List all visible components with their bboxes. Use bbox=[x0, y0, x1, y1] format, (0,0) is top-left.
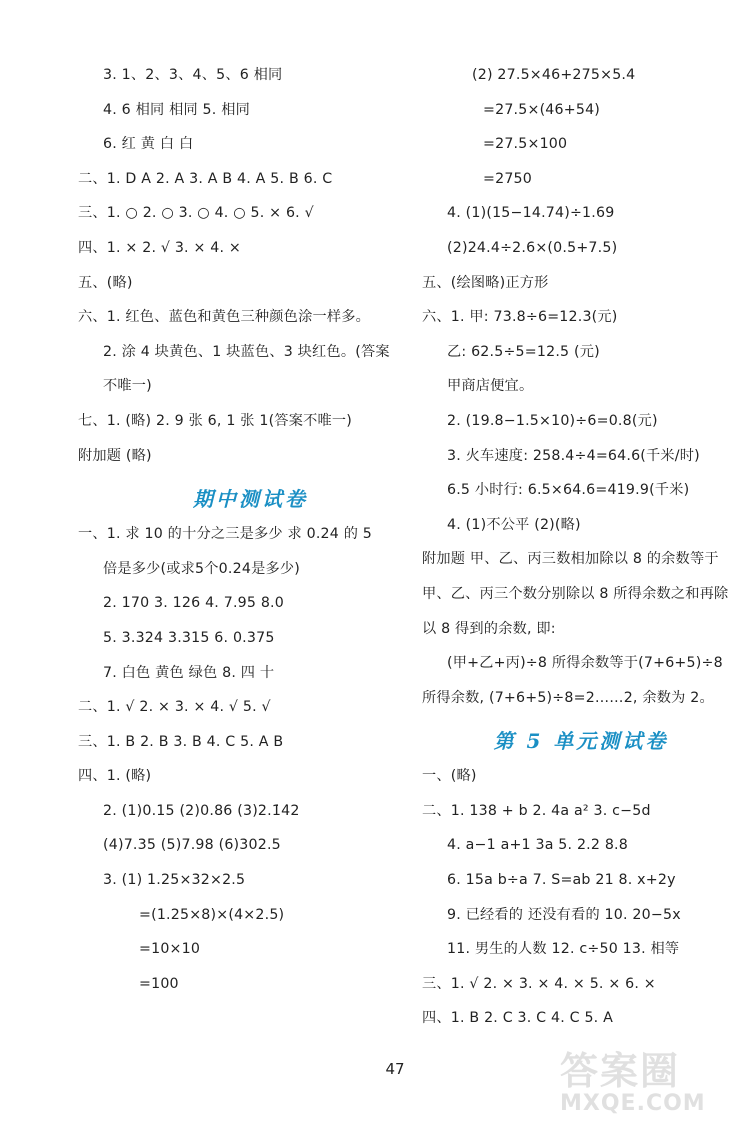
answer-line: 一、1. 求 10 的十分之三是多少 求 0.24 的 5 bbox=[78, 526, 373, 543]
answer-line: 9. 已经看的 还没有看的 10. 20−5x bbox=[447, 906, 681, 923]
answer-line: 六、1. 甲: 73.8÷6=12.3(元) bbox=[422, 309, 618, 326]
answer-line: =(1.25×8)×(4×2.5) bbox=[139, 906, 285, 923]
answer-line: 11. 男生的人数 12. c÷50 13. 相等 bbox=[447, 941, 680, 958]
answer-line: =100 bbox=[139, 975, 179, 992]
answer-line: =27.5×(46+54) bbox=[483, 101, 601, 118]
answer-line: =10×10 bbox=[139, 941, 201, 958]
answer-line: 五、(略) bbox=[78, 274, 133, 291]
right-column bbox=[422, 62, 740, 1040]
answer-line: =27.5×100 bbox=[483, 136, 568, 153]
answer-line: 2. (1)0.15 (2)0.86 (3)2.1̇4̇2 bbox=[103, 802, 300, 819]
answer-line: 5. 3.324 3.315 6. 0.375 bbox=[103, 629, 275, 646]
answer-line: 二、1. √ 2. × 3. × 4. √ 5. √ bbox=[78, 699, 271, 716]
answer-line: 4. (1)(15−14.74)÷1.69 bbox=[447, 205, 615, 222]
answer-line: 五、(绘图略)正方形 bbox=[422, 274, 549, 291]
answer-line: (2) 27.5×46+275×5.4 bbox=[472, 67, 636, 83]
answer-line: 一、(略) bbox=[422, 768, 477, 785]
answer-line: 三、1. √ 2. × 3. × 4. × 5. × 6. × bbox=[422, 975, 656, 992]
answer-line: 不唯一) bbox=[103, 378, 152, 395]
answer-line: 二、1. D A 2. A 3. A B 4. A 5. B 6. C bbox=[78, 170, 333, 187]
answer-line: 四、1. B 2. C 3. C 4. C 5. A bbox=[422, 1010, 614, 1027]
section-heading: 第 5 单元测试卷 bbox=[493, 729, 669, 754]
answer-line: 附加题 (略) bbox=[78, 447, 152, 464]
answer-line: 倍是多少(或求5个0.24是多少) bbox=[103, 560, 300, 577]
answer-line: 2. (19.8−1.5×10)÷6=0.8(元) bbox=[447, 412, 658, 429]
left-column bbox=[78, 62, 423, 1005]
answer-line: 4. (1)不公平 (2)(略) bbox=[447, 516, 581, 533]
answer-line: 六、1. 红色、蓝色和黄色三种颜色涂一样多。 bbox=[78, 309, 371, 326]
answer-line: 四、1. × 2. √ 3. × 4. × bbox=[78, 239, 241, 256]
answer-line: =2750 bbox=[483, 170, 532, 187]
answer-line: 二、1. 138 + b 2. 4a a² 3. c−5d bbox=[422, 802, 651, 819]
answer-line: 三、1. B 2. B 3. B 4. C 5. A B bbox=[78, 733, 284, 750]
answer-line: 2. 170 3. 126 4. 7.95 8.0 bbox=[103, 595, 284, 612]
answer-line: 四、1. (略) bbox=[78, 768, 152, 785]
answer-line: 4. 6 相同 相同 5. 相同 bbox=[103, 101, 250, 118]
answer-line: (4)7.35 (5)7.98 (6)302.5 bbox=[103, 837, 281, 854]
answer-line: 乙: 62.5÷5=12.5 (元) bbox=[447, 343, 600, 360]
section-heading: 期中测试卷 bbox=[193, 487, 308, 512]
answer-line: 6.5 小时行: 6.5×64.6=419.9(千米) bbox=[447, 482, 690, 499]
answer-line: 2. 涂 4 块黄色、1 块蓝色、3 块红色。(答案 bbox=[103, 343, 390, 360]
answer-line: 3. (1) 1.25×32×2.5 bbox=[103, 872, 246, 889]
answer-line: 以 8 得到的余数, 即: bbox=[422, 620, 556, 637]
answer-line: 7. 白色 黄色 绿色 8. 四 十 bbox=[103, 664, 275, 681]
answer-line: 所得余数, (7+6+5)÷8=2……2, 余数为 2。 bbox=[422, 689, 714, 706]
answer-line: 附加题 甲、乙、丙三数相加除以 8 的余数等于 bbox=[422, 551, 719, 568]
answer-line: 三、1. ○ 2. ○ 3. ○ 4. ○ 5. × 6. √ bbox=[78, 205, 314, 222]
watermark bbox=[560, 1040, 706, 1116]
answer-line: 3. 火车速度: 258.4÷4=64.6(千米/时) bbox=[447, 447, 700, 464]
page-number: 47 bbox=[385, 1060, 405, 1078]
answer-line: (2)24.4÷2.6×(0.5+7.5) bbox=[447, 239, 618, 256]
watermark-logo: 答案圈 bbox=[560, 1049, 681, 1093]
answer-line: (甲+乙+丙)÷8 所得余数等于(7+6+5)÷8 bbox=[447, 655, 723, 672]
answer-line: 4. a−1 a+1 3a 5. 2.2 8.8 bbox=[447, 837, 628, 854]
answer-line: 6. 15a b÷a 7. S=ab 21 8. x+2y bbox=[447, 872, 676, 889]
answer-line: 七、1. (略) 2. 9 张 6, 1 张 1(答案不唯一) bbox=[78, 412, 352, 429]
answer-line: 3. 1、2、3、4、5、6 相同 bbox=[103, 67, 283, 83]
watermark-url: MXQE.COM bbox=[560, 1091, 706, 1116]
answer-line: 6. 红 黄 白 白 bbox=[103, 136, 194, 153]
answer-line: 甲商店便宜。 bbox=[447, 378, 534, 395]
answer-line: 甲、乙、丙三个数分别除以 8 所得余数之和再除 bbox=[422, 585, 729, 602]
